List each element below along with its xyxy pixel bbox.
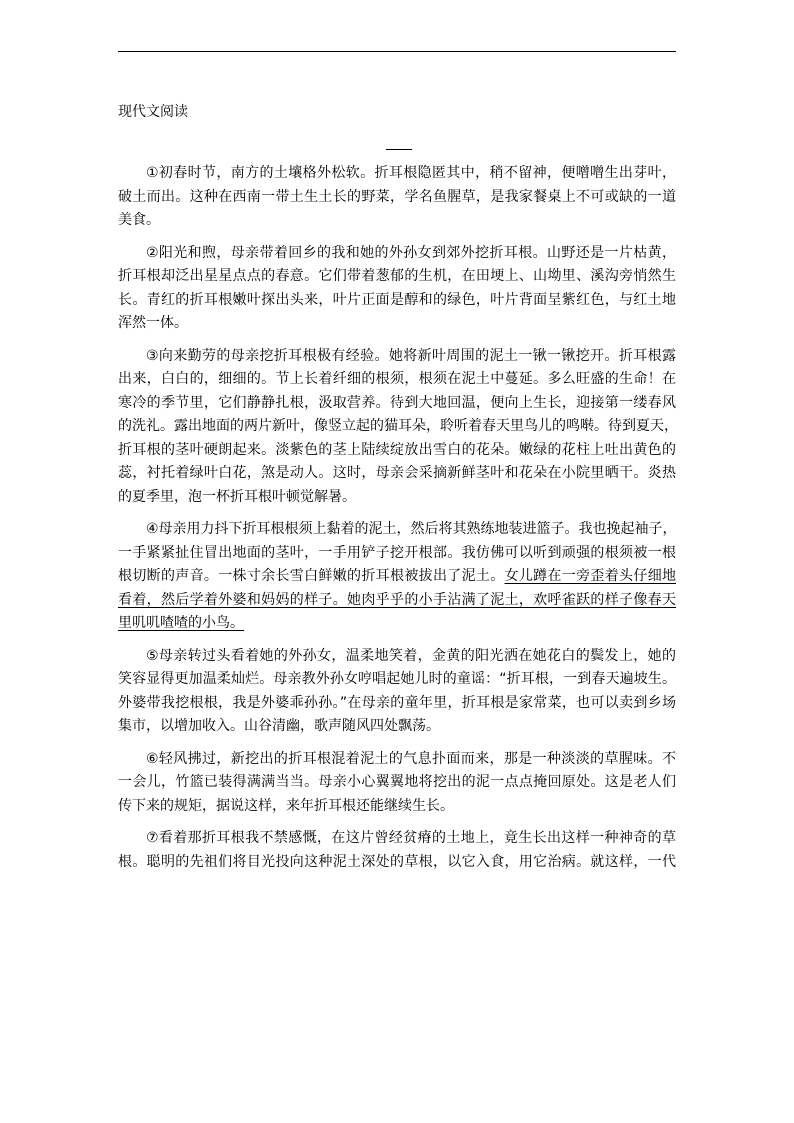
header-rule	[118, 51, 676, 52]
text-line: 外婆带我挖根根，我是外婆乖孙孙。”在母亲的童年里，折耳根是家常菜，也可以卖到乡场	[118, 694, 676, 711]
text-line	[118, 565, 676, 589]
underlined-line: 看着，然后学着外婆和妈妈的样子。她肉乎乎的小手沾满了泥土，欢呼雀跃的样子像春天	[118, 591, 676, 608]
paragraph-1	[118, 162, 676, 233]
paragraph-4	[118, 518, 676, 636]
paragraph-7	[118, 827, 676, 874]
article-title-placeholder	[386, 149, 412, 150]
text-line: 出来，白白的，细细的。节上长着纤细的根须，根须在泥土中蔓延。多么旺盛的生命！在	[118, 371, 676, 387]
text-line: 蕊，衬托着绿叶白花，煞是动人。这时，母亲会采摘新鲜茎叶和花朵在小院里晒干。炎热	[118, 465, 676, 481]
text-line: 美食。	[118, 212, 160, 228]
text-line: 浑然一体。	[118, 315, 188, 331]
text-line: 一手紧紧扯住冒出地面的茎叶，一手用铲子挖开根部。我仿佛可以听到顽强的根须被一根	[118, 544, 676, 561]
text-line: ⑥轻风拂过，新挖出的折耳根混着泥土的气息扑面而来，那是一种淡淡的草腥味。不	[146, 750, 676, 767]
text-line: 笑容显得更加温柔灿烂。母亲教外孙女哼唱起她儿时的童谣：“折耳根，一到春天遍坡生。	[118, 671, 676, 687]
text-line: 的洗礼。露出地面的两片新叶，像竖立起的猫耳朵，聆听着春天里鸟儿的鸣啭。待到夏天，	[118, 418, 678, 434]
paragraph-3	[118, 345, 676, 510]
text-line: 传下来的规矩，据说这样，来年折耳根还能继续生长。	[118, 797, 454, 814]
text-line	[118, 612, 676, 636]
text-line: ⑤母亲转过头看着她的外孙女，温柔地笑着，金黄的阳光洒在她花白的鬓发上，她的	[146, 647, 676, 664]
text-line: 折耳根的茎叶硬朗起来。淡紫色的茎上陆续绽放出雪白的花朵。嫩绿的花柱上吐出黄色的	[118, 441, 676, 458]
text-line: 根。聪明的先祖们将目光投向这种泥土深处的草根，以它入食，用它治病。就这样，一代	[118, 853, 676, 870]
text-line: ③向来勤劳的母亲挖折耳根极有经验。她将新叶周围的泥土一锹一锹挖开。折耳根露	[146, 347, 676, 364]
text-line: 的夏季里，泡一杯折耳根叶顿觉解暑。	[118, 488, 356, 505]
article-body	[118, 162, 676, 874]
underlined-sentence: 女儿蹲在一旁歪着头仔细地	[504, 568, 677, 584]
text-line: 一会儿，竹篮已装得满满当当。母亲小心翼翼地将挖出的泥一点点掩回原处。这是老人们	[118, 774, 676, 790]
text-line: ⑦看着那折耳根我不禁感慨，在这片曾经贫瘠的土地上，竟生长出这样一种神奇的草	[146, 830, 676, 846]
paragraph-2	[118, 242, 676, 336]
section-title: 现代文阅读	[118, 104, 188, 120]
text-line: 长。青红的折耳根嫩叶探出头来，叶片正面是醇和的绿色，叶片背面呈紫红色，与红土地	[118, 291, 676, 308]
text-line: ④母亲用力抖下折耳根根须上黏着的泥土，然后将其熟练地装进篮子。我也挽起袖子，	[146, 521, 677, 537]
paragraph-5	[118, 645, 676, 739]
text-line: 寒冷的季节里，它们静静扎根，汲取营养。待到大地回温，便向上生长，迎接第一缕春风	[118, 394, 676, 411]
text-line: ①初春时节，南方的土壤格外松软。折耳根隐匿其中，稍不留神，便噌噌生出芽叶，	[146, 165, 676, 181]
text-line: 折耳根却泛出星星点点的春意。它们带着葱郁的生机，在田埂上、山坳里、溪沟旁悄然生	[118, 268, 676, 284]
text-line: ②阳光和煦，母亲带着回乡的我和她的外孙女到郊外挖折耳根。山野还是一片枯黄，	[146, 244, 676, 261]
text-segment: 根切断的声音。一株寸余长雪白鲜嫩的折耳根被拔出了泥土。	[118, 568, 505, 584]
underlined-line: 里叽叽喳喳的小鸟。	[118, 615, 244, 631]
text-line: 集市，以增加收入。山谷清幽，歌声随风四处飘荡。	[118, 718, 440, 734]
text-line: 破土而出。这种在西南一带土生土长的野菜，学名鱼腥草，是我家餐桌上不可或缺的一道	[118, 188, 676, 205]
paragraph-6	[118, 748, 676, 819]
